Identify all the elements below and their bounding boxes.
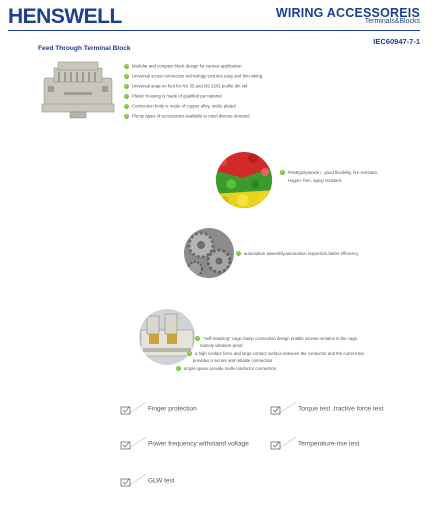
check-icon: ✓ <box>125 94 128 98</box>
test-item: Torque test ,tractive force test <box>270 402 383 416</box>
check-icon: ✓ <box>125 104 128 108</box>
section-title: Feed Through Terminal Block <box>38 45 131 52</box>
plastic-pellets-image <box>213 150 275 210</box>
test-badge-icon <box>270 402 298 416</box>
feature-item: ✓ Universal snap-on foot for NS 35 and NS 32/G-profile din rail <box>125 83 248 89</box>
cage-clamp-image <box>137 308 197 366</box>
check-icon: ✓ <box>196 336 199 341</box>
clamp-note-2-line2: provides a secure and reliable connection <box>193 358 273 363</box>
feature-item: ✓ Connection body is made of copper alloy, nickle plated <box>125 103 236 109</box>
terminal-block-image <box>40 60 116 122</box>
feature-item: ✓ Plenty types of accessories available to meet diverse demand <box>125 113 250 119</box>
test-badge-icon <box>120 474 148 488</box>
brand-logo: HENSWELL <box>8 5 122 28</box>
feature-item: ✓ Plastic housing is made of qualified pa material <box>125 93 222 99</box>
clamp-note-1: ✓ "self-retaining" cage clamp connection design enable screws remains in the cage, <box>196 336 359 341</box>
test-item: Power frequency withstand voltage <box>120 437 249 451</box>
header-rule <box>8 30 420 31</box>
check-icon: ✓ <box>125 114 128 118</box>
feature-item: ✓ Modular and compact block design for various application <box>125 63 242 69</box>
gears-image <box>183 227 235 279</box>
check-icon: ✓ <box>125 74 128 78</box>
check-icon: ✓ <box>125 64 128 68</box>
test-badge-icon <box>120 402 148 416</box>
check-icon: ✓ <box>281 170 284 175</box>
clamp-note-3: ✓ ample space provide multi-conductor connection <box>177 366 277 371</box>
standard-label: IEC60947-7-1 <box>373 37 420 46</box>
material-note: ✓ PA66(polyamide) , good flexibility, fire resistant, <box>281 170 378 175</box>
test-badge-icon <box>120 437 148 451</box>
check-icon: ✓ <box>177 366 180 371</box>
automation-note: ✓ automation assembly,automation inspection,better efficiency <box>237 251 359 256</box>
check-icon: ✓ <box>125 84 128 88</box>
header-subtitle: Terminals&Blocks <box>364 18 420 25</box>
clamp-note-1-line2: namely vibration-proof <box>200 343 243 348</box>
material-note-line2: Hagon- free, aging resistant. <box>288 178 343 183</box>
test-item: Finger protection <box>120 402 197 416</box>
test-badge-icon <box>270 437 298 451</box>
feature-item: ✓ Universal screw connection technology ensures easy and firm wiring <box>125 73 263 79</box>
test-item: GLW test <box>120 474 175 488</box>
check-icon: ✓ <box>188 351 191 356</box>
clamp-note-2: ✓ a high contact force and large contact surface between the conductor and the current bar <box>188 351 365 356</box>
header-title: WIRING ACCESSOREIS <box>275 6 420 20</box>
check-icon: ✓ <box>237 251 240 256</box>
test-item: Temperature-rise test <box>270 437 359 451</box>
